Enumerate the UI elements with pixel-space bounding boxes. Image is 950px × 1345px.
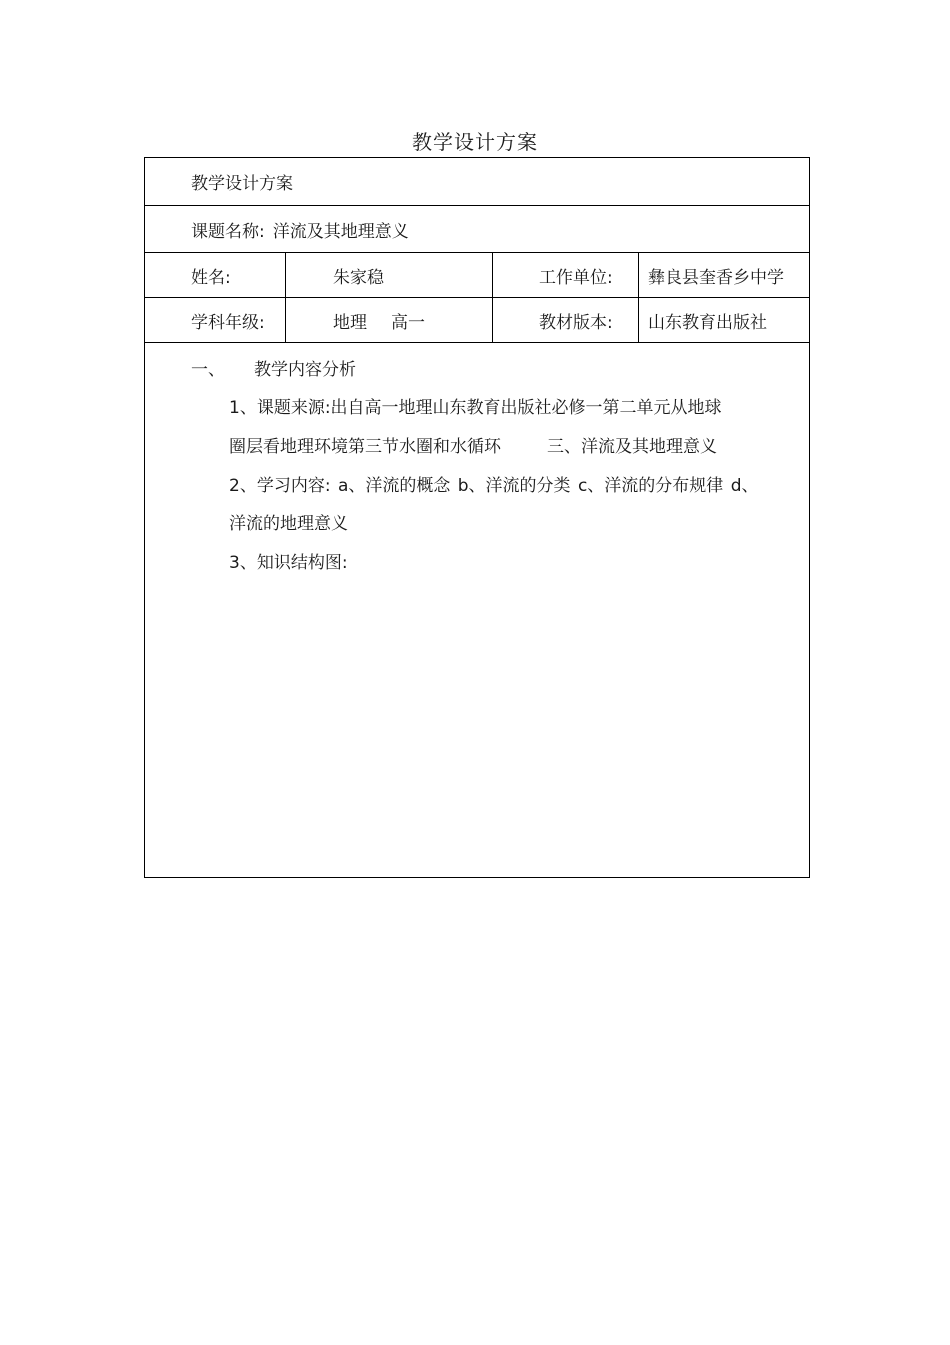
textbook-value: 山东教育出版社 [648, 312, 767, 333]
topic-value: 洋流及其地理意义 [272, 221, 409, 242]
item2-line2: 洋流的地理意义 [229, 514, 348, 534]
design-table [144, 157, 810, 878]
divider [492, 253, 493, 297]
item1-line2-a: 圈层看地理环境第三节水圈和水循环 [229, 437, 501, 457]
page-title: 教学设计方案 [412, 130, 538, 154]
textbook-label: 教材版本: [539, 312, 613, 333]
item3: 3、知识结构图: [229, 553, 348, 573]
topic-row [145, 206, 809, 253]
grade-value: 高一 [391, 312, 425, 333]
item2-line1: 2、学习内容: a、洋流的概念 b、洋流的分类 c、洋流的分布规律 d、 [229, 476, 759, 496]
divider [285, 298, 286, 342]
topic-label-text: 课题名称: [191, 221, 265, 242]
grade-label: 学科年级: [191, 312, 265, 333]
divider [638, 253, 639, 297]
name-value: 朱家稳 [333, 267, 384, 288]
topic-label [191, 206, 409, 252]
content-analysis-cell [145, 343, 809, 877]
divider [285, 253, 286, 297]
item1-line2-b: 三、洋流及其地理意义 [547, 437, 717, 457]
unit-label: 工作单位: [539, 267, 613, 288]
header-row [145, 158, 809, 206]
grade-row [145, 298, 809, 343]
item1-line1: 1、课题来源:出自高一地理山东教育出版社必修一第二单元从地球 [229, 398, 722, 418]
divider [492, 298, 493, 342]
divider [638, 298, 639, 342]
header-row-text: 教学设计方案 [191, 174, 293, 194]
subject-value: 地理 [333, 312, 367, 333]
section-title: 教学内容分析 [254, 360, 356, 380]
unit-value: 彝良县奎香乡中学 [648, 267, 784, 288]
name-row [145, 253, 809, 298]
section-number: 一、 [191, 360, 225, 380]
name-label: 姓名: [191, 267, 231, 288]
